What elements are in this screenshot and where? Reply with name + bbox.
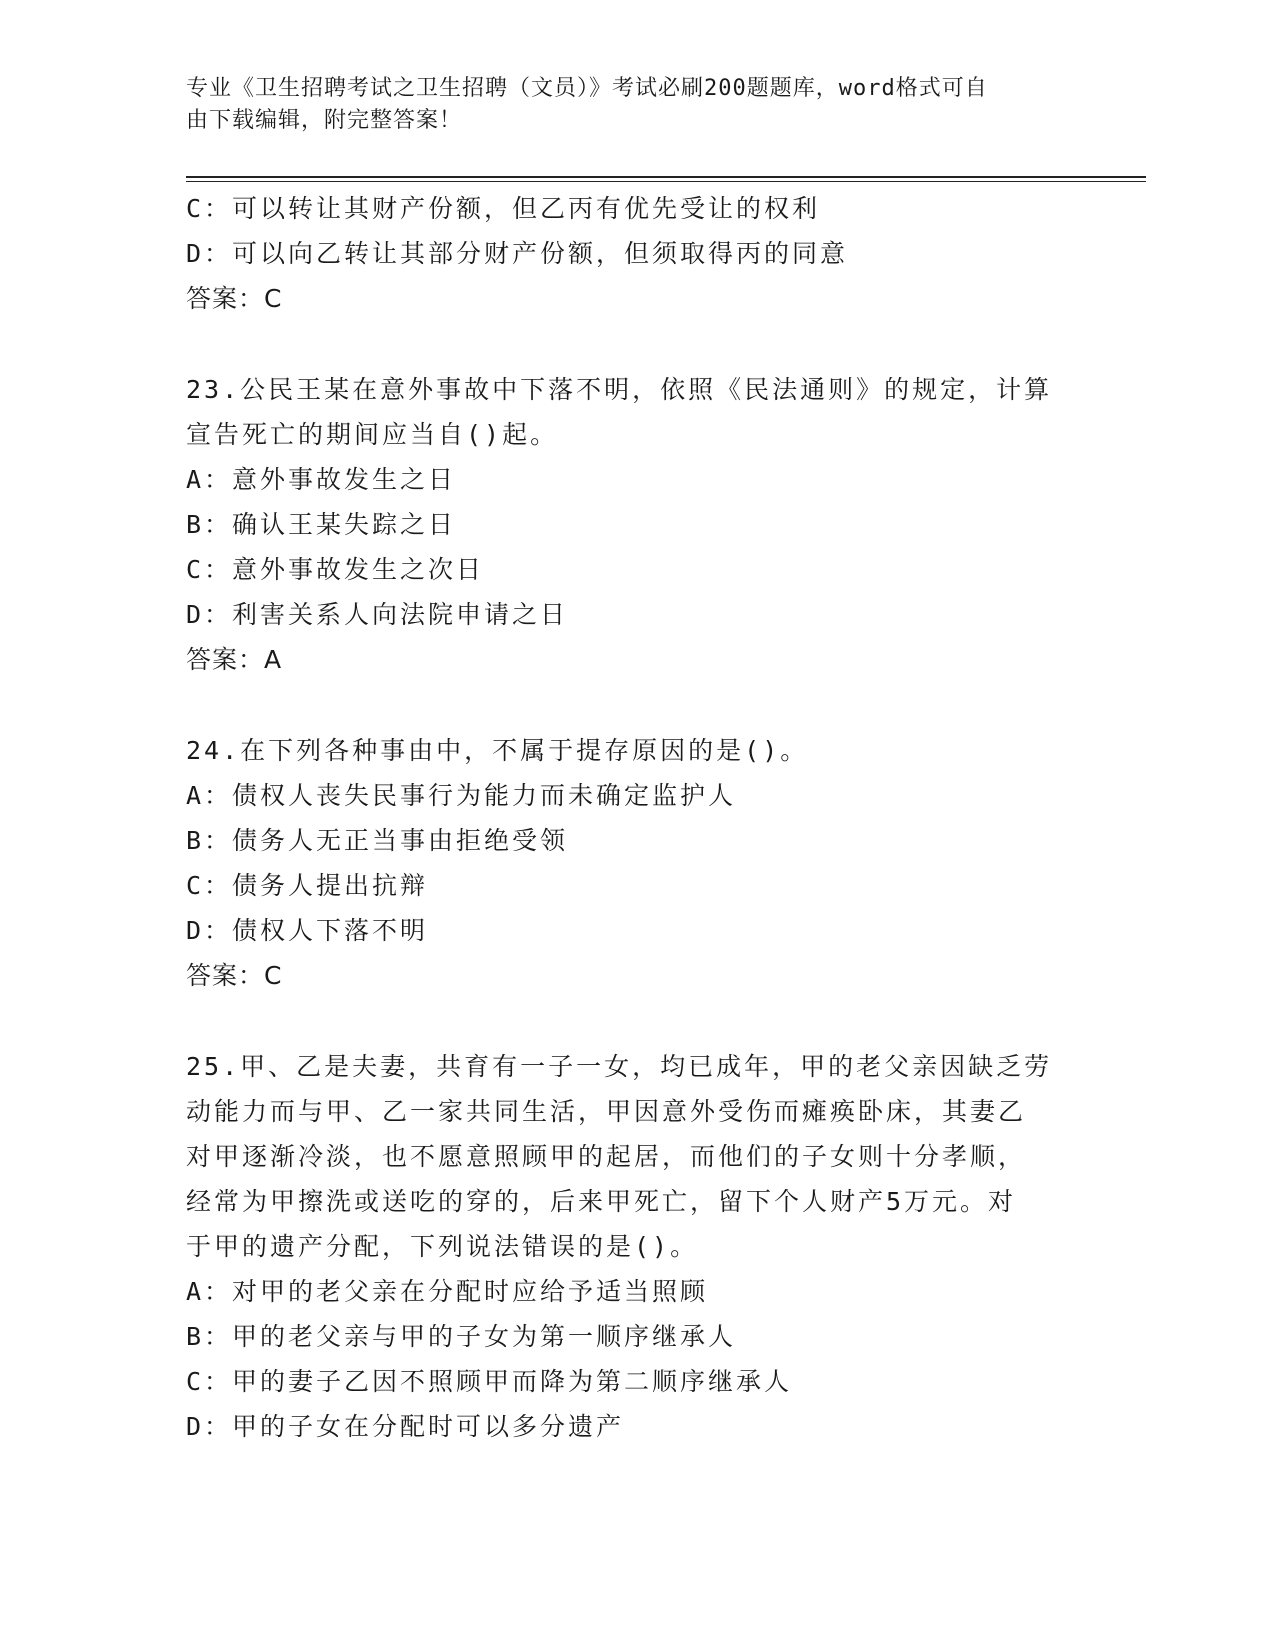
option-c: C：债务人提出抗辩	[186, 871, 429, 900]
document-header	[186, 73, 1056, 137]
question-23	[186, 367, 1066, 682]
option-d: D：可以向乙转让其部分财产份额，但须取得丙的同意	[186, 239, 849, 268]
option-d: D：利害关系人向法院申请之日	[186, 600, 569, 629]
option-d: D：甲的子女在分配时可以多分遗产	[186, 1412, 625, 1441]
header-divider-thin	[186, 181, 1146, 182]
spacer	[186, 682, 1066, 728]
option-a: A：意外事故发生之日	[186, 465, 457, 494]
option-c: C：意外事故发生之次日	[186, 555, 485, 584]
spacer	[186, 321, 1066, 367]
header-divider-thick	[186, 176, 1146, 178]
option-b: B：债务人无正当事由拒绝受领	[186, 826, 569, 855]
option-b: B：确认王某失踪之日	[186, 510, 457, 539]
question-stem-line: 经常为甲擦洗或送吃的穿的，后来甲死亡，留下个人财产5万元。对	[186, 1187, 1017, 1216]
option-d: D：债权人下落不明	[186, 916, 429, 945]
header-line-2: 由下载编辑，附完整答案！	[186, 108, 463, 133]
question-stem-line: 23.公民王某在意外事故中下落不明，依照《民法通则》的规定，计算	[186, 375, 1053, 404]
option-a: A：对甲的老父亲在分配时应给予适当照顾	[186, 1277, 709, 1306]
header-line-1: 专业《卫生招聘考试之卫生招聘（文员）》考试必刷200题题库，word格式可自	[186, 76, 988, 101]
question-stem-line: 宣告死亡的期间应当自()起。	[186, 420, 559, 449]
question-24	[186, 728, 1066, 998]
question-stem-line: 对甲逐渐冷淡，也不愿意照顾甲的起居，而他们的子女则十分孝顺，	[186, 1142, 1027, 1171]
question-stem-line: 动能力而与甲、乙一家共同生活，甲因意外受伤而瘫痪卧床，其妻乙	[186, 1097, 1027, 1126]
question-stem-line: 24.在下列各种事由中，不属于提存原因的是()。	[186, 736, 809, 765]
option-a: A：债权人丧失民事行为能力而未确定监护人	[186, 781, 737, 810]
question-list	[186, 186, 1066, 1449]
question-stem-line: 于甲的遗产分配，下列说法错误的是()。	[186, 1232, 699, 1261]
option-b: B：甲的老父亲与甲的子女为第一顺序继承人	[186, 1322, 737, 1351]
answer-label: 答案：A	[186, 645, 283, 674]
question-25	[186, 1044, 1066, 1449]
answer-label: 答案：C	[186, 284, 283, 313]
option-c: C：可以转让其财产份额，但乙丙有优先受让的权利	[186, 194, 821, 223]
question-22-tail	[186, 186, 1066, 321]
spacer	[186, 998, 1066, 1044]
answer-label: 答案：C	[186, 961, 283, 990]
question-stem-line: 25.甲、乙是夫妻，共育有一子一女，均已成年，甲的老父亲因缺乏劳	[186, 1052, 1053, 1081]
option-c: C：甲的妻子乙因不照顾甲而降为第二顺序继承人	[186, 1367, 793, 1396]
